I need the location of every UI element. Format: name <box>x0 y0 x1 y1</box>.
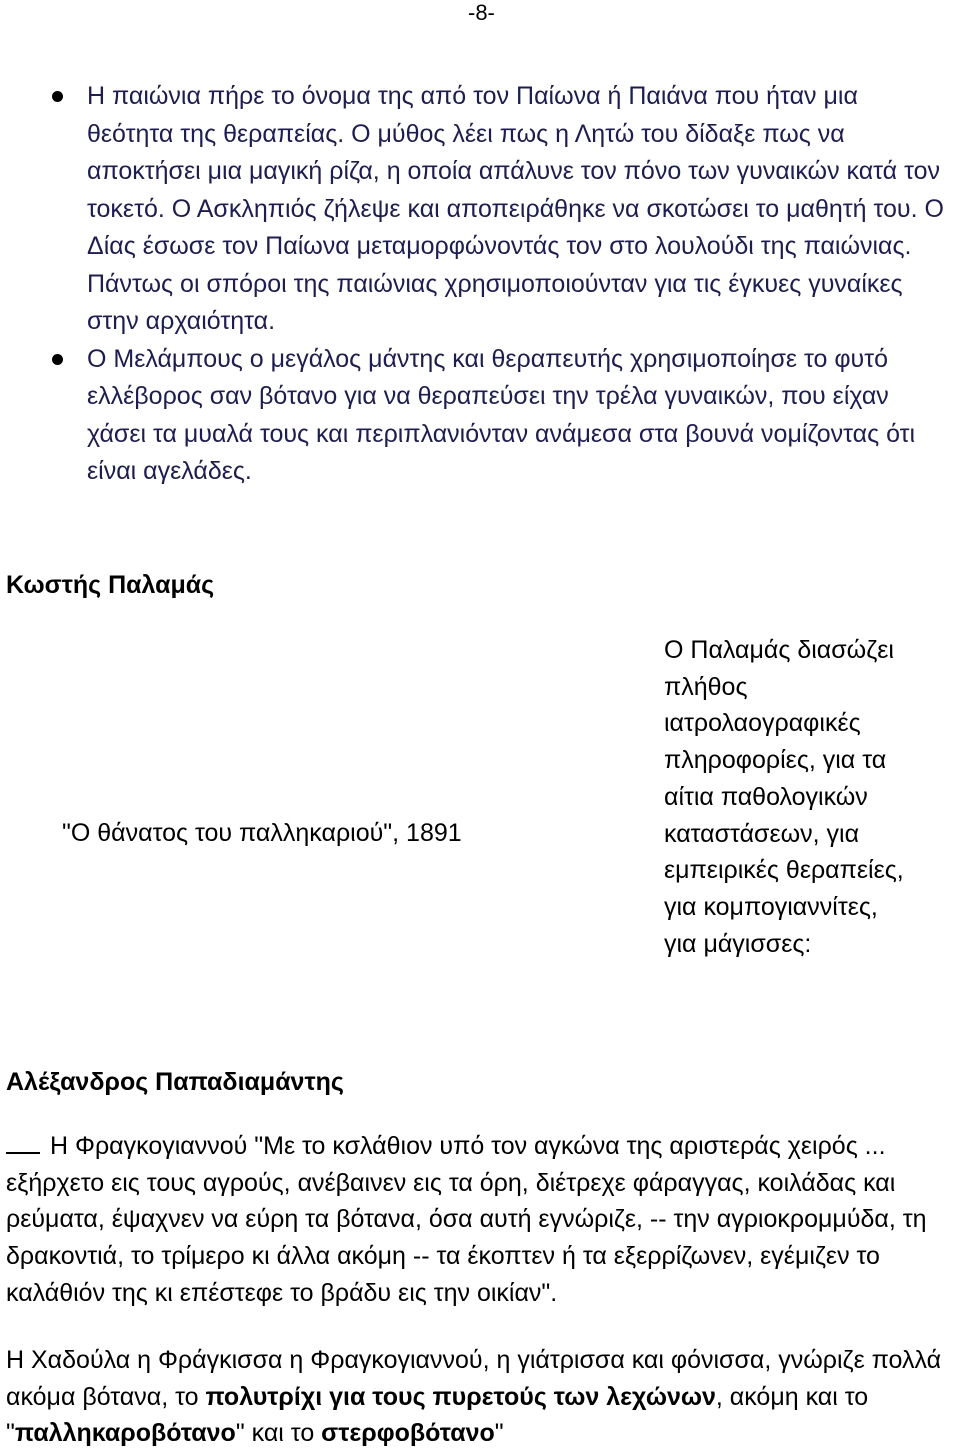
page-number: -8- <box>468 0 495 25</box>
final-text-2: , ακόμη και το " <box>6 1382 869 1448</box>
papadiamantis-heading: Αλέξανδρος Παπαδιαμάντης <box>6 1068 344 1096</box>
final-paragraph <box>6 1342 960 1448</box>
papadiamantis-quote <box>6 1128 956 1312</box>
bullet-item-melampus <box>0 341 960 491</box>
bullet-text: Η παιώνια πήρε το όνομα της από τον Παίωνα ή Παιάνα που ήταν μια θεότητα της θεραπείας. Ο μύθος λέει πως η Λητώ του δίδαξε πως να αποκτήσει μια μαγική ρίζα, η οποία απάλυνε τον πόνο των γυναικών κατά τον τοκετό. Ο Ασκληπιός ζήλεψε και αποπειράθηκε να σκοτώσει το μαθητή του. Ο Δίας έσωσε τον Παίωνα μεταμορφώνοντάς τον στο λουλούδι της παιώνιας. Πάντως οι σπόροι της παιώνιας χρησιμοποιούνταν για τις έγκυες γυναίκες στην αρχαιότητα. <box>87 82 944 335</box>
palamas-work-title: "Ο θάνατος του παλληκαριού", 1891 <box>62 819 462 847</box>
bullet-list <box>0 78 960 491</box>
bullet-dot-icon <box>52 91 63 102</box>
bullet-dot-icon <box>52 354 63 365</box>
bullet-item-peony <box>0 78 960 341</box>
quote-text: Η Φραγκογιαννού "Με το κσλάθιον υπό τον αγκώνα της αριστεράς χειρός ... εξήρχετο εις τους αγρούς, ανέβαινεν εις τα όρη, διέτρεχε φάραγγας, κοιλάδας και ρεύματα, έψαχνεν να εύρη τα βότανα, όσα αυτή εγνώριζε, -- την αγριοκρομμύδα, τη δρακοντιά, το τρίμερο κι άλλα ακόμη -- τα έκοπτεν ή τα εξερρίζωνεν, εγέμιζεν το καλάθιόν της κι επέστεφε το βράδυ εις την οικίαν". <box>6 1132 927 1307</box>
final-text-1: Η Χαδούλα η Φράγκισσα η Φραγκογιαννού, η γιάτρισσα και φόνισσα, γνώριζε πολλά ακόμα βότανα, το <box>6 1346 942 1411</box>
final-bold-polytrichi: πολυτρίχι για τους πυρετούς των λεχώνων <box>205 1382 716 1411</box>
final-bold-sterfovotano: στερφοβότανο <box>321 1419 495 1448</box>
palamas-note: Ο Παλαμάς διασώζει πλήθος ιατρολαογραφικές πληροφορίες, για τα αίτια παθολογικών καταστάσεων, για εμπειρικές θεραπείες, για κομπογιαννίτες, για μάγισσες: <box>664 636 904 958</box>
bullet-text: Ο Μελάμπους ο μεγάλος μάντης και θεραπευτής χρησιμοποίησε το φυτό ελλέβορος σαν βότανο για να θεραπεύσει την τρέλα γυναικών, που είχαν χάσει τα μυαλά τους και περιπλανιόνταν ανάμεσα στα βουνά νομίζοντας ότι είναι αγελάδες. <box>87 344 916 485</box>
final-text-4: " <box>494 1419 504 1448</box>
blank-line <box>6 1132 40 1154</box>
final-bold-pallikarovotano: παλληκαροβότανο <box>14 1419 236 1448</box>
palamas-heading: Κωστής Παλαμάς <box>6 571 215 599</box>
final-text-3: " και το <box>235 1419 322 1448</box>
